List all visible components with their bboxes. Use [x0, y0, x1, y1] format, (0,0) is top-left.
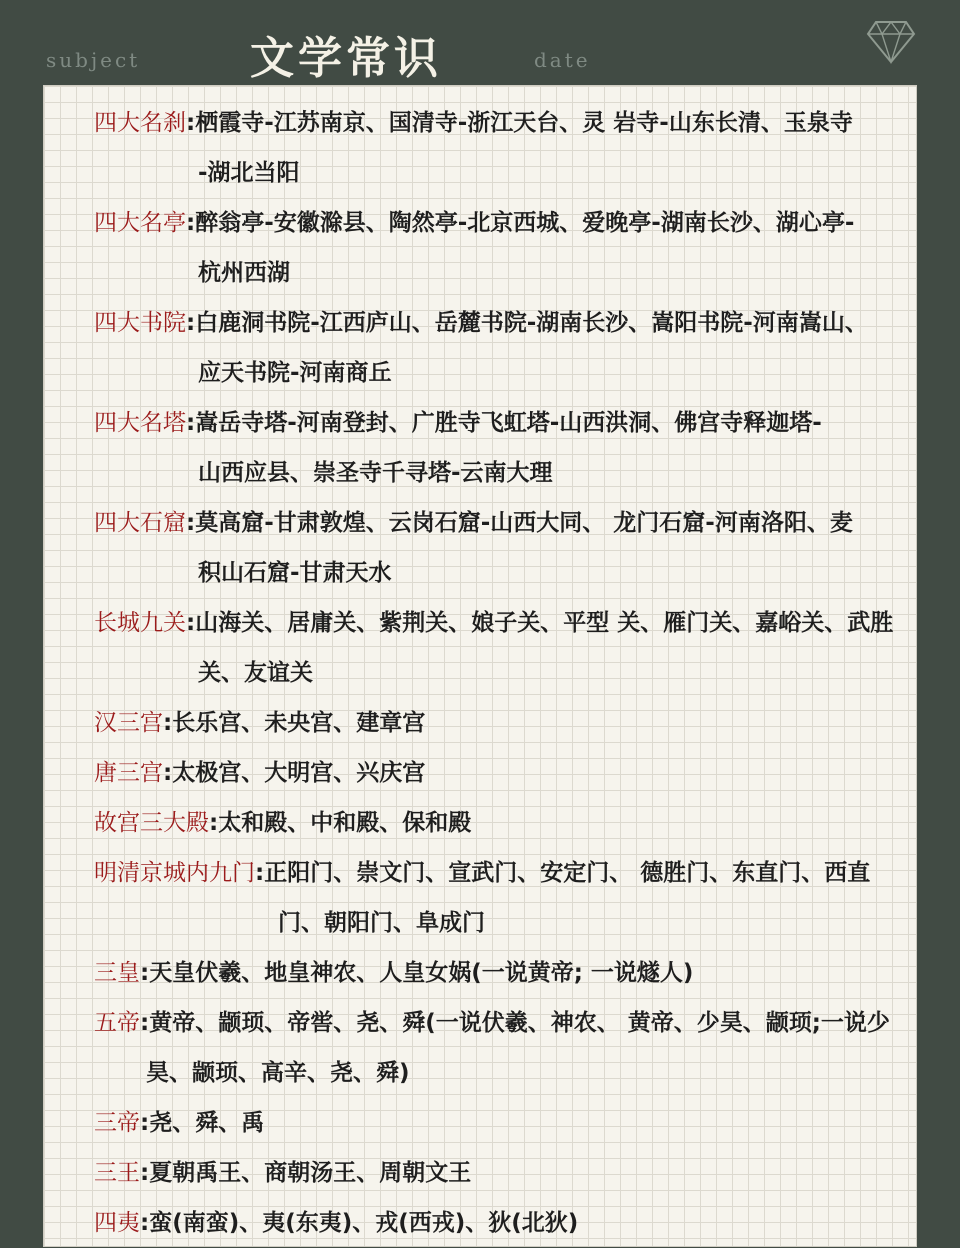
- entry-list: [94, 98, 910, 1248]
- list-item: [94, 1148, 910, 1198]
- grid-paper: [44, 86, 916, 1246]
- entry-key: 三帝: [94, 1110, 140, 1136]
- entry-key: 三皇: [94, 960, 140, 986]
- list-item: [94, 948, 910, 998]
- header: [0, 0, 960, 82]
- entry-continuation: 门、朝阳门、阜成门: [278, 910, 485, 936]
- entry-text: 山海关、居庸关、紫荆关、娘子关、平型 关、雁门关、嘉峪关、武胜: [195, 610, 894, 636]
- entry-separator: :: [186, 410, 196, 436]
- entry-separator: :: [140, 1160, 150, 1186]
- entry-text: 嵩岳寺塔-河南登封、广胜寺飞虹塔-山西洪洞、佛宫寺释迦塔-: [195, 410, 822, 436]
- list-item: [94, 498, 910, 598]
- entry-continuation: 积山石窟-甘肃天水: [198, 560, 392, 586]
- entry-text: 天皇伏羲、地皇神农、人皇女娲(一说黄帝; 一说燧人): [149, 960, 694, 986]
- entry-continuation: 关、友谊关: [198, 660, 313, 686]
- list-item: [94, 1198, 910, 1248]
- list-item: [94, 798, 910, 848]
- entry-line: [94, 398, 910, 448]
- entry-line: [94, 498, 910, 548]
- entry-separator: :: [163, 760, 173, 786]
- date-label: date: [534, 48, 591, 72]
- entry-key: 长城九关: [94, 610, 186, 636]
- list-item: [94, 598, 910, 698]
- entry-text: 栖霞寺-江苏南京、国清寺-浙江天台、灵 岩寺-山东长清、玉泉寺: [195, 110, 853, 136]
- entry-key: 明清京城内九门: [94, 860, 255, 886]
- entry-line: [94, 798, 910, 848]
- entry-line: [94, 948, 910, 998]
- entry-separator: :: [140, 960, 150, 986]
- entry-line: [94, 1098, 910, 1148]
- entry-line: [94, 198, 910, 248]
- entry-separator: :: [140, 1010, 150, 1036]
- entry-continuation: -湖北当阳: [198, 160, 300, 186]
- subject-label: subject: [46, 48, 141, 72]
- entry-key: 三王: [94, 1160, 140, 1186]
- entry-separator: :: [255, 860, 265, 886]
- list-item: [94, 998, 910, 1098]
- entry-line: [94, 698, 910, 748]
- entry-key: 四夷: [94, 1210, 140, 1236]
- entry-text: 黄帝、颛顼、帝喾、尧、舜(一说伏羲、神农、 黄帝、少昊、颛顼;一说少: [149, 1010, 890, 1036]
- entry-line: [94, 98, 910, 148]
- entry-line: [94, 998, 910, 1048]
- entry-separator: :: [209, 810, 219, 836]
- list-item: [94, 298, 910, 398]
- entry-text: 醉翁亭-安徽滁县、陶然亭-北京西城、爱晚亭-湖南长沙、湖心亭-: [195, 210, 855, 236]
- entry-text: 白鹿洞书院-江西庐山、岳麓书院-湖南长沙、嵩阳书院-河南嵩山、: [195, 310, 868, 336]
- list-item: [94, 198, 910, 298]
- entry-separator: :: [163, 710, 173, 736]
- entry-line: [94, 1198, 910, 1248]
- entry-line: [94, 298, 910, 348]
- entry-key: 五帝: [94, 1010, 140, 1036]
- list-item: [94, 698, 910, 748]
- entry-text: 正阳门、崇文门、宣武门、安定门、 德胜门、东直门、西直: [264, 860, 871, 886]
- entry-separator: :: [186, 610, 196, 636]
- list-item: [94, 98, 910, 198]
- entry-key: 四大名亭: [94, 210, 186, 236]
- entry-key: 汉三宫: [94, 710, 163, 736]
- entry-text: 太极宫、大明宫、兴庆宫: [172, 760, 426, 786]
- entry-key: 故宫三大殿: [94, 810, 209, 836]
- entry-text: 太和殿、中和殿、保和殿: [218, 810, 472, 836]
- entry-continuation: 昊、颛顼、高辛、尧、舜): [146, 1060, 410, 1086]
- entry-separator: :: [186, 210, 196, 236]
- entry-line: [94, 848, 910, 898]
- entry-separator: :: [186, 110, 196, 136]
- entry-key: 四大书院: [94, 310, 186, 336]
- entry-continuation: 山西应县、崇圣寺千寻塔-云南大理: [198, 460, 553, 486]
- entry-text: 长乐宫、未央宫、建章宫: [172, 710, 426, 736]
- list-item: [94, 1098, 910, 1148]
- entry-separator: :: [140, 1110, 150, 1136]
- entry-key: 唐三宫: [94, 760, 163, 786]
- entry-line: [94, 748, 910, 798]
- entry-text: 尧、舜、禹: [149, 1110, 265, 1136]
- entry-key: 四大名塔: [94, 410, 186, 436]
- entry-text: 蛮(南蛮)、夷(东夷)、戎(西戎)、狄(北狄): [149, 1210, 579, 1236]
- entry-continuation: 杭州西湖: [198, 260, 290, 286]
- diamond-icon: [866, 18, 916, 66]
- page-title: 文学常识: [250, 33, 442, 84]
- entry-line: [94, 598, 910, 648]
- list-item: [94, 398, 910, 498]
- entry-text: 莫高窟-甘肃敦煌、云岗石窟-山西大同、 龙门石窟-河南洛阳、麦: [195, 510, 853, 536]
- entry-separator: :: [186, 310, 196, 336]
- entry-line: [94, 1148, 910, 1198]
- entry-key: 四大名刹: [94, 110, 186, 136]
- list-item: [94, 748, 910, 798]
- entry-continuation: 应天书院-河南商丘: [198, 360, 392, 386]
- entry-separator: :: [140, 1210, 150, 1236]
- entry-key: 四大石窟: [94, 510, 186, 536]
- entry-separator: :: [186, 510, 196, 536]
- list-item: [94, 848, 910, 948]
- entry-text: 夏朝禹王、商朝汤王、周朝文王: [149, 1160, 472, 1186]
